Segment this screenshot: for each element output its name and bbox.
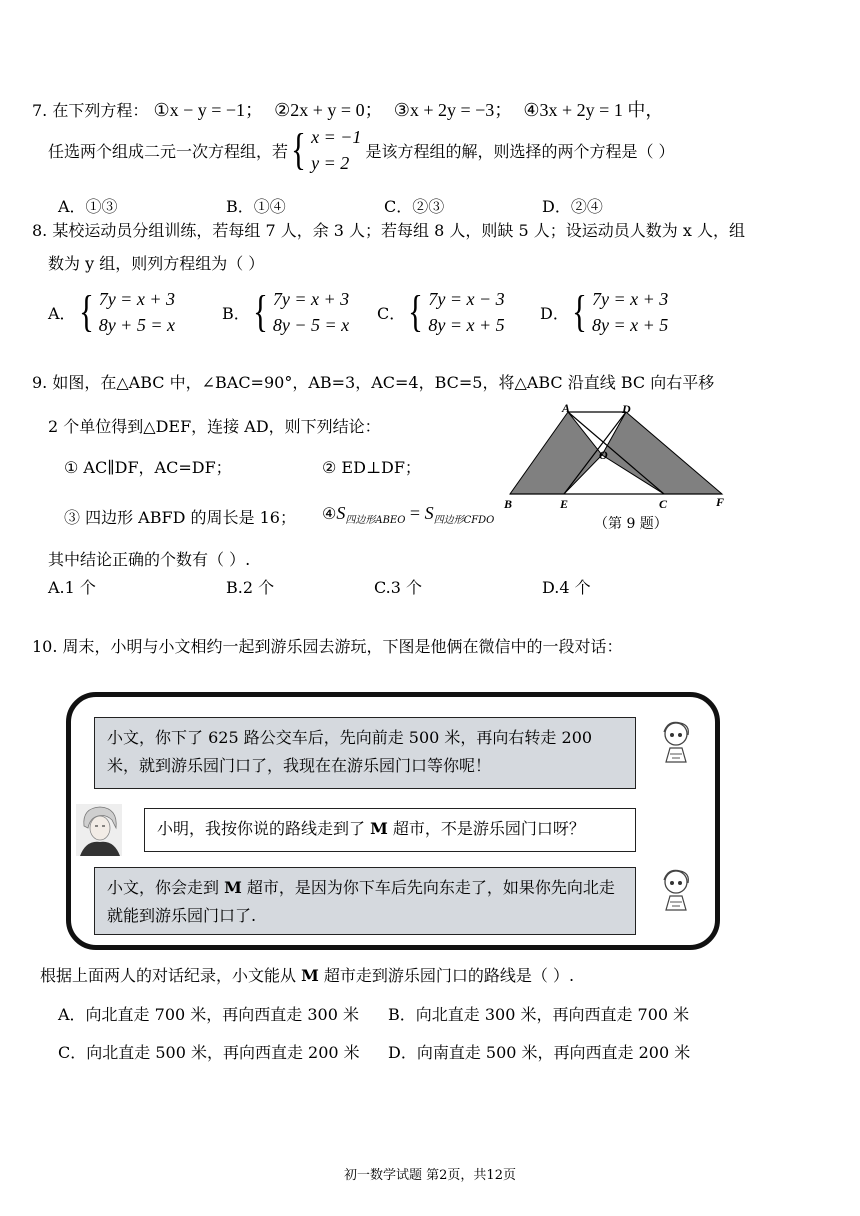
q7-prefix: 7. 在下列方程： (32, 101, 149, 120)
q8-option-a-row1: 7y = x + 3 (98, 289, 175, 309)
q8-option-b-row2: 8y − 5 = x (272, 315, 350, 335)
msg2-pre: 小明，我按你说的路线走到了 (157, 819, 371, 838)
q9-label-a: A (562, 401, 571, 415)
q9-figure-caption: （第 9 题） (594, 516, 668, 532)
q10-question-bold: M (301, 966, 319, 985)
q9-label-b: B (504, 497, 513, 511)
xiaowen-avatar (76, 804, 122, 856)
q9-c4-s1: S (336, 503, 346, 523)
q9-line1: 9. 如图，在△ABC 中，∠BAC=90°，AB=3，AC=4，BC=5，将△ABC 沿直线 BC 向右平移 (32, 373, 715, 392)
msg3-post: 超市，是因为你下车后先向东走了，如果你先向北走就能到游乐园门口了. (107, 878, 615, 925)
msg3-pre: 小文，你会走到 (107, 878, 225, 897)
q9-option-d: D.4 个 (542, 578, 591, 597)
q9-shaded-cfdo (602, 412, 722, 494)
q8-line1: 8. 某校运动员分组训练，若每组 7 人，余 3 人；若每组 8 人，则缺 5 人；设运动员人数为 x 人，组 (32, 221, 745, 240)
q9-option-b: B.2 个 (226, 578, 275, 597)
q8-option-c: C． { 7y = x − 3 8y = x + 5 (377, 287, 505, 336)
q9-figure (498, 398, 738, 534)
q9-conclusion-1: ① AC∥DF，AC=DF； (64, 458, 232, 477)
msg2-post: 超市，不是游乐园门口呀？ (387, 819, 585, 838)
q10-question-post: 超市走到游乐园门口的路线是（ ）. (318, 966, 575, 985)
page-footer: 初一数学试题 第2页，共12页 (344, 1168, 516, 1183)
q9-c4-sub1: 四边形ABEO (345, 515, 406, 527)
q10-question-pre: 根据上面两人的对话纪录，小文能从 (40, 966, 302, 985)
q10-option-d: D．向南直走 500 米，再向西直走 200 米 (388, 1043, 691, 1062)
q9-label-o: O (599, 448, 608, 462)
q8-option-c-row1: 7y = x − 3 (428, 289, 505, 309)
q9-label-e: E (560, 497, 569, 511)
q9-c4-eq: = (405, 503, 425, 523)
q8-option-b: B． { 7y = x + 3 8y − 5 = x (222, 287, 350, 336)
q7-sys-y: y = 2 (311, 153, 350, 173)
chat-bubble-xiaoming-2 (94, 867, 636, 935)
q10-option-b: B．向北直走 300 米，再向西直走 700 米 (388, 1005, 690, 1024)
q9-conclusion-4 (322, 503, 494, 526)
q8-option-a: A． { 7y = x + 3 8y + 5 = x (48, 287, 175, 336)
q9-c4-sub2: 四边形CFDO (433, 515, 495, 527)
q8-option-c-row2: 8y = x + 5 (428, 315, 505, 335)
q7-line2-pre: 任选两个组成二元一次方程组，若 (48, 141, 289, 161)
q8-option-d-row2: 8y = x + 5 (591, 315, 669, 335)
q8-option-d-row1: 7y = x + 3 (591, 289, 669, 309)
q9-line2: 2 个单位得到△DEF，连接 AD，则下列结论： (48, 417, 381, 436)
q10-option-a: A．向北直走 700 米，再向西直走 300 米 (58, 1005, 359, 1024)
q9-conclusion-3: ③ 四边形 ABFD 的周长是 16； (64, 508, 296, 527)
q7-option-d: D．②④ (542, 197, 603, 216)
q7-stem (32, 96, 663, 122)
q7-line2-post: 是该方程组的解，则选择的两个方程是（ ） (365, 141, 675, 161)
q7-eq4: ④3x + 2y = 1 中， (523, 100, 664, 120)
q9-c4-s2: S (424, 503, 434, 523)
q7-eq1: ①x − y = −1； (153, 100, 264, 120)
q9-label-f: F (716, 495, 725, 509)
q7-solution-system: { x = −1 y = 2 (291, 125, 362, 174)
q8-option-a-label: A． (48, 303, 76, 323)
q7-option-c: C．②③ (384, 197, 445, 216)
q9-question: 其中结论正确的个数有（ ）. (48, 550, 251, 569)
q9-shaded-abeo (510, 412, 602, 494)
q9-conclusion-2: ② ED⊥DF； (322, 458, 421, 477)
q9-option-c: C.3 个 (374, 578, 423, 597)
xiaoming-avatar-2 (652, 866, 702, 920)
q10-option-c: C．向北直走 500 米，再向西直走 200 米 (58, 1043, 360, 1062)
msg2-bold: M (370, 819, 388, 838)
q9-option-a: A.1 个 (48, 578, 96, 597)
q7-eq3: ③x + 2y = −3； (393, 100, 513, 120)
q9-label-c: C (659, 497, 668, 511)
q8-option-c-label: C． (377, 303, 406, 323)
q7-option-a: A．①③ (58, 197, 118, 216)
q7-eq2: ②2x + y = 0； (274, 100, 383, 120)
q8-option-b-row1: 7y = x + 3 (272, 289, 350, 309)
q8-line2: 数为 y 组，则列方程组为（ ） (48, 254, 265, 273)
q8-option-a-row2: 8y + 5 = x (98, 315, 175, 335)
q9-label-d: D (622, 402, 631, 416)
q7-line2 (48, 124, 675, 176)
q7-option-b: B．①④ (226, 197, 286, 216)
q8-option-b-label: B． (222, 303, 250, 323)
q9-c4-num: ④ (322, 504, 337, 523)
q8-option-d-label: D． (540, 303, 569, 323)
msg3-bold: M (224, 878, 242, 897)
q10-question (40, 963, 574, 986)
q7-sys-x: x = −1 (311, 127, 362, 147)
chat-bubble-xiaowen (144, 808, 636, 852)
q10-line1: 10. 周末，小明与小文相约一起到游乐园去游玩，下图是他俩在微信中的一段对话： (32, 637, 623, 656)
chat-bubble-xiaoming-1: 小文，你下了 625 路公交车后，先向前走 500 米，再向右转走 200 米，就到游乐园门口了，我现在在游乐园门口等你呢！ (94, 717, 636, 789)
q8-option-d: D． { 7y = x + 3 8y = x + 5 (540, 287, 669, 336)
xiaoming-avatar-1 (652, 718, 702, 772)
